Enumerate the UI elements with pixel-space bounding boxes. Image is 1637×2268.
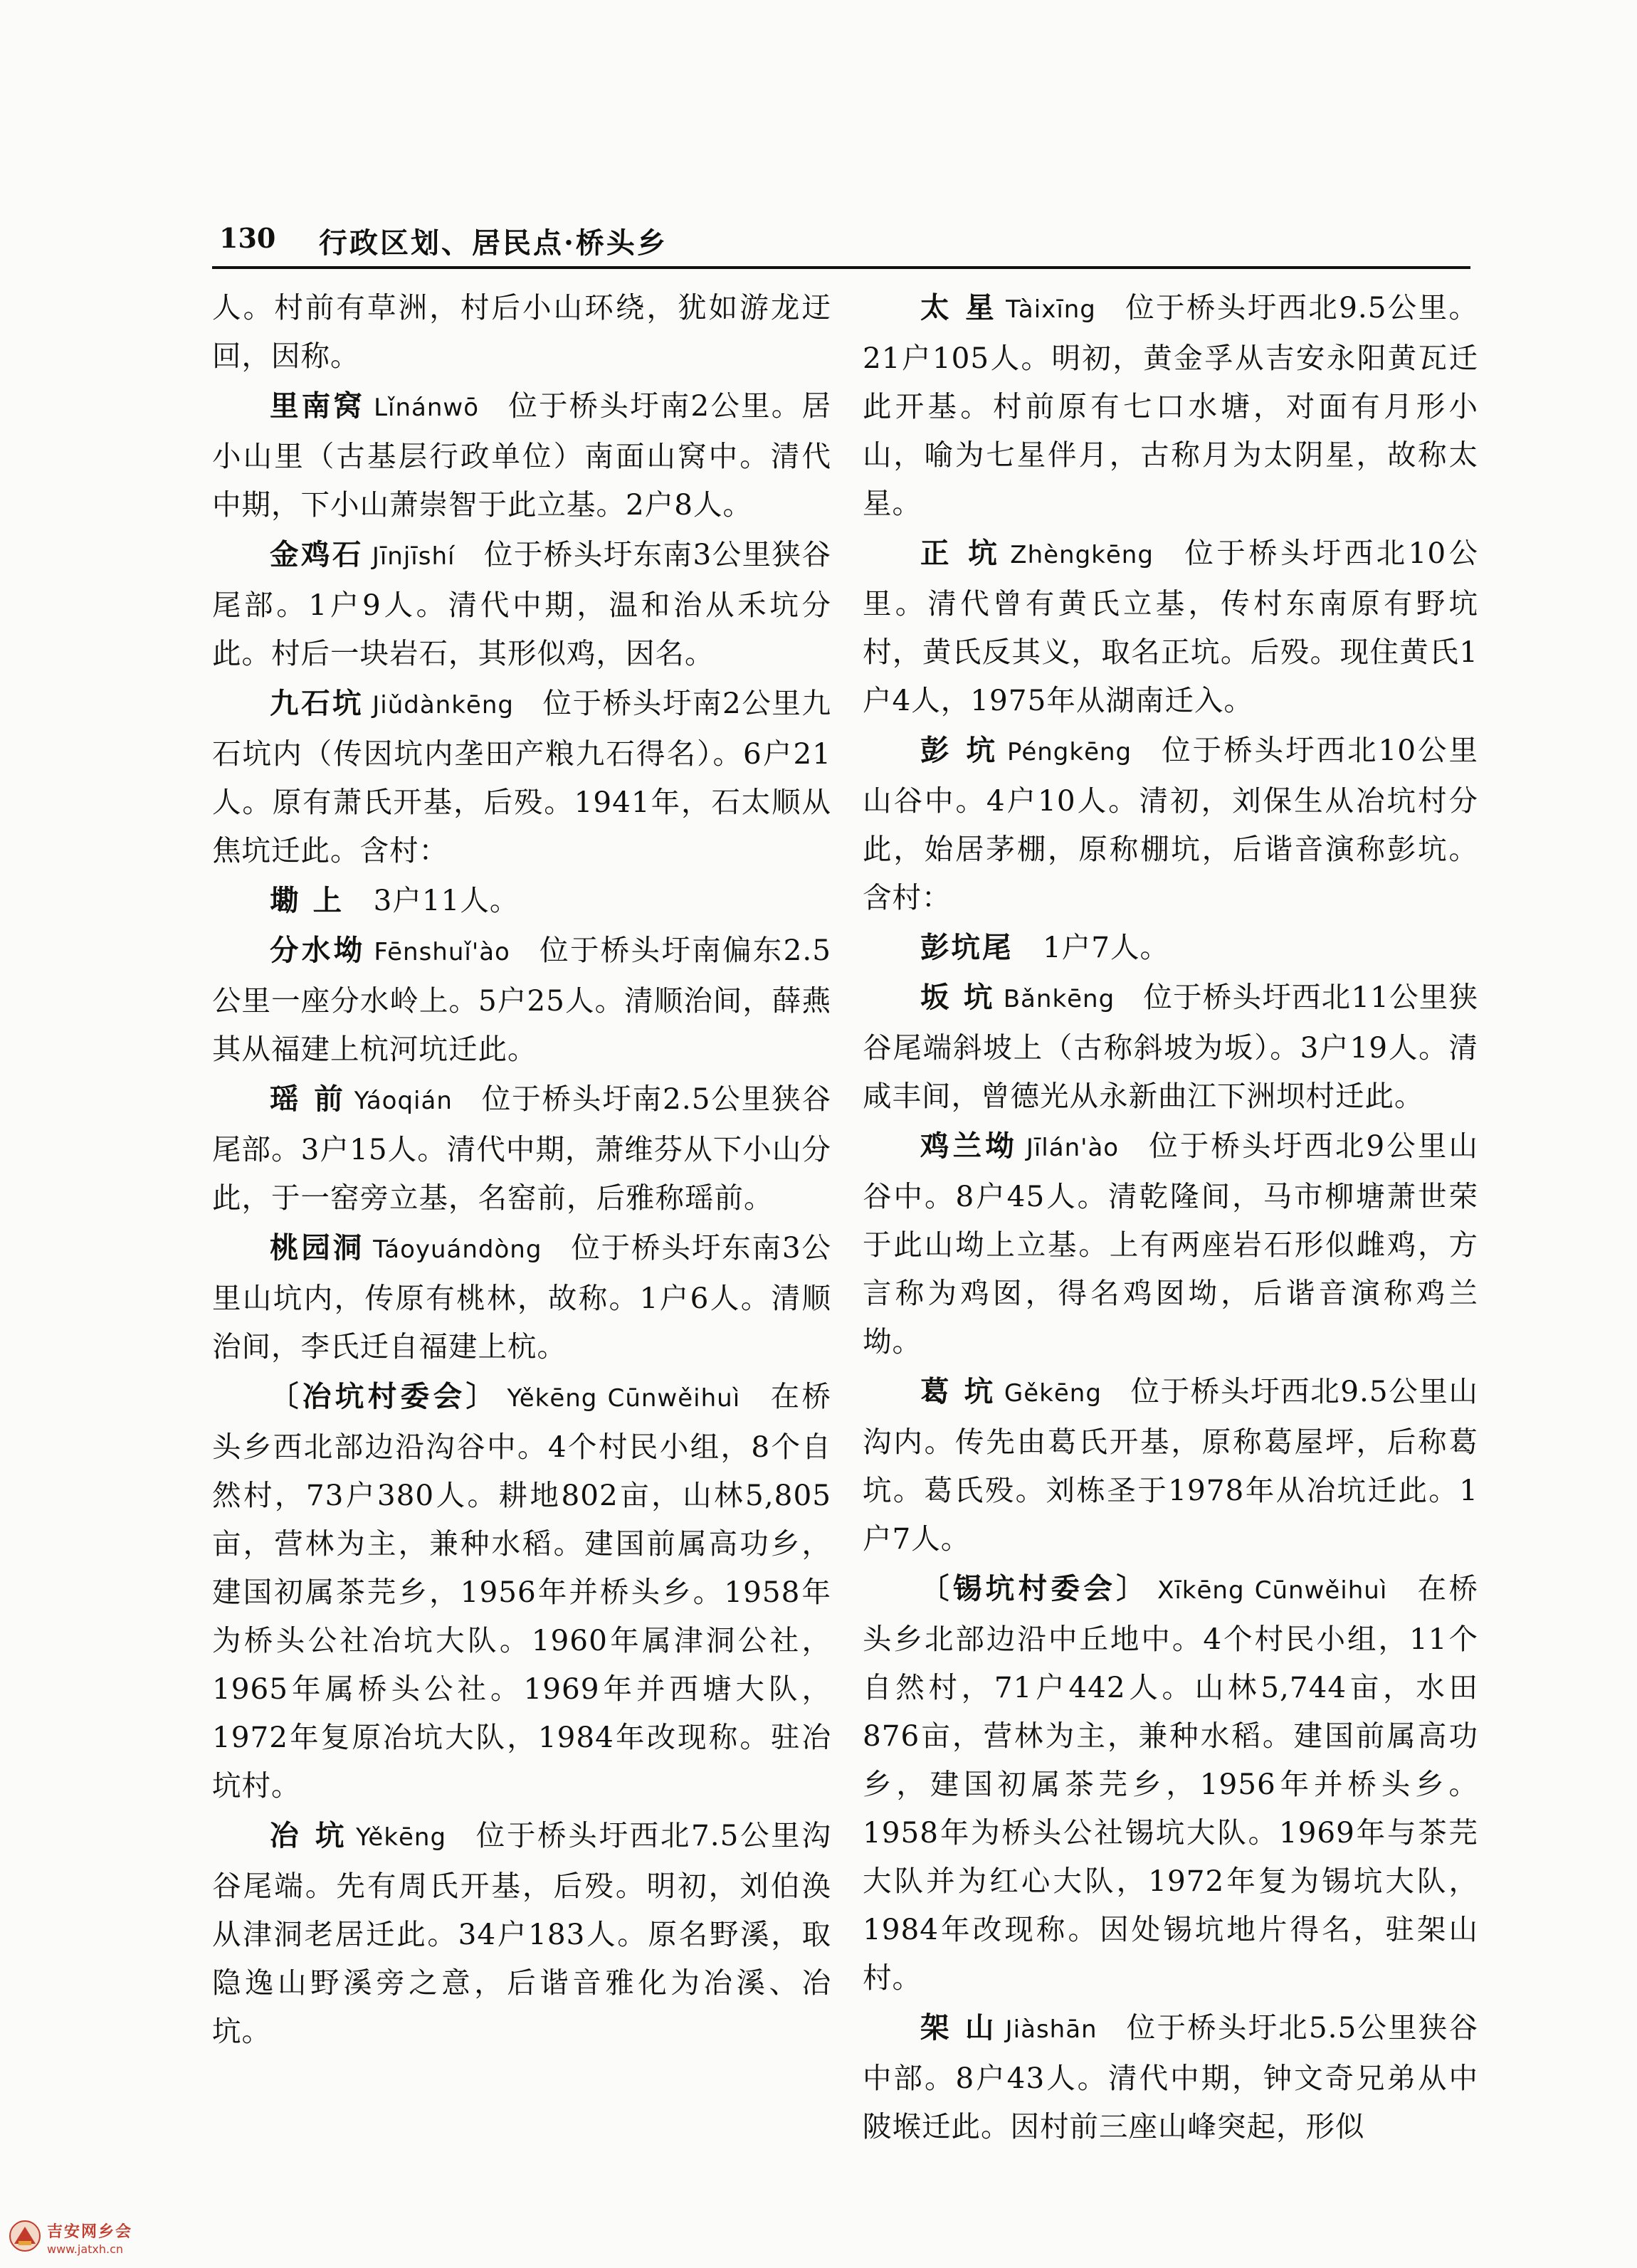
entry-text: 位于桥头圩东南3公里狭谷尾部。1户9人。清代中期，温和治从禾坑分此。村后一块岩石，其形似鸡，因名。 — [212, 537, 831, 670]
entry-pinyin: Jīnjīshí — [372, 542, 456, 571]
entry-text: 3户11人。 — [373, 883, 520, 917]
entry-paragraph — [212, 381, 831, 529]
site-watermark — [7, 2217, 171, 2264]
entry-paragraph — [863, 283, 1478, 527]
entry-pinyin: Xīkēng Cūnwěihuì — [1157, 1576, 1388, 1605]
entry-pinyin: Yěkēng — [356, 1823, 447, 1852]
entry-pinyin: Jīlán'ào — [1026, 1134, 1120, 1162]
entry-paragraph — [212, 926, 831, 1073]
entry-pinyin: Jiàshān — [1005, 2015, 1098, 2044]
entry-headword: 冶 坑 — [270, 1818, 348, 1852]
entry-text: 位于桥头圩西北10公里。清代曾有黄氏立基，传村东南原有野坑村，黄氏反其义，取名正坑。后殁。现住黄氏1户4人，1975年从湖南迁入。 — [863, 536, 1478, 717]
entry-text: 位于桥头圩西北10公里山谷中。4户10人。清初，刘保生从冶坑村分此，始居茅棚，原称棚坑，后谐音演称彭坑。含村： — [863, 733, 1478, 914]
entry-text: 位于桥头圩东南3公里山坑内，传原有桃林，故称。1户6人。清顺治间，李氏迁自福建上杭。 — [212, 1230, 831, 1364]
left-column — [212, 283, 831, 2057]
entry-headword: 九石坑 — [270, 686, 364, 720]
entry-pinyin: Gěkēng — [1004, 1379, 1102, 1408]
entry-text: 位于桥头圩南2公里九石坑内（传因坑内垄田产粮九石得名）。6户21人。原有萧氏开基，后殁。1941年，石太顺从焦坑迁此。含村： — [212, 686, 831, 867]
entry-pinyin: Lǐnánwō — [374, 394, 480, 422]
entry-paragraph — [212, 530, 831, 677]
entry-paragraph — [863, 1367, 1478, 1563]
running-title: 行政区划、居民点·桥头乡 — [319, 226, 668, 260]
entry-paragraph — [212, 1372, 831, 1810]
site-name: 吉安网乡会 — [47, 2222, 133, 2241]
entry-pinyin: Zhèngkēng — [1010, 541, 1154, 569]
entry-paragraph — [863, 2003, 1478, 2151]
entry-headword: 坂 坑 — [920, 980, 995, 1014]
entry-headword: 〔冶坑村委会〕 — [270, 1379, 499, 1413]
entry-pinyin: Tàixīng — [1006, 295, 1096, 324]
entry-paragraph — [863, 1122, 1478, 1366]
entry-headword: 太 星 — [920, 290, 998, 325]
entry-headword: 桃园洞 — [270, 1230, 365, 1265]
entry-text: 位于桥头圩西北7.5公里沟谷尾端。先有周氏开基，后殁。明初，刘伯涣从津洞老居迁此。34户183人。原名野溪，取隐逸山野溪旁之意，后谐音雅化为冶溪、冶坑。 — [212, 1818, 831, 2048]
entry-headword: 彭 坑 — [920, 733, 999, 767]
entry-paragraph — [212, 1811, 831, 2055]
entry-pinyin: Jiǔdànkēng — [372, 691, 514, 719]
entry-headword: 瑶 前 — [270, 1082, 346, 1116]
site-url: www.jatxh.cn — [47, 2242, 124, 2256]
entry-paragraph — [863, 973, 1478, 1120]
entry-headword: 彭坑尾 — [920, 930, 1014, 964]
entry-headword: 葛 坑 — [920, 1374, 996, 1408]
entry-pinyin: Bǎnkēng — [1003, 985, 1115, 1013]
entry-headword: 墈 上 — [270, 883, 344, 917]
entry-text: 位于桥头圩西北11公里狭谷尾端斜坡上（古称斜坡为坂）。3户19人。清咸丰间，曾德光从永新曲江下洲坝村迁此。 — [863, 980, 1478, 1113]
entry-text: 位于桥头圩南2公里。居小山里（古基层行政单位）南面山窝中。清代中期，下小山萧崇智于此立基。2户8人。 — [212, 389, 831, 522]
entry-paragraph — [212, 1223, 831, 1371]
entry-text: 位于桥头圩西北9公里山谷中。8户45人。清乾隆间，马市柳塘萧世荣于此山坳上立基。上有两座岩石形似雌鸡，方言称为鸡囡，得名鸡囡坳，后谐音演称鸡兰坳。 — [863, 1129, 1478, 1359]
entry-text: 在桥头乡北部边沿中丘地中。4个村民小组，11个自然村，71户442人。山林5,744亩，水田876亩，营林为主，兼种水稻。建国前属高功乡，建国初属茶芫乡，1956年并桥头乡。1958年为桥头公社锡坑大队。1969年与茶芫大队并为红心大队，1972年复为锡坑大队，1984年改现称。因处锡坑地片得名，驻架山村。 — [863, 1571, 1479, 1995]
entry-paragraph — [212, 1075, 831, 1222]
entry-pinyin: Táoyuándòng — [373, 1235, 542, 1264]
right-column — [863, 283, 1478, 2152]
entry-text: 位于桥头圩南偏东2.5公里一座分水岭上。5户25人。清顺治间，薛燕其从福建上杭河坑迁此。 — [212, 933, 831, 1066]
entry-text: 1户7人。 — [1043, 930, 1170, 964]
entry-paragraph — [863, 529, 1478, 724]
entry-headword: 金鸡石 — [270, 537, 364, 571]
entry-text: 位于桥头圩西北9.5公里山沟内。传先由葛氏开基，原称葛屋坪，后称葛坑。葛氏殁。刘栋圣于1978年从冶坑迁此。1户7人。 — [863, 1374, 1478, 1556]
entry-headword: 正 坑 — [920, 536, 1002, 570]
entry-paragraph — [863, 1564, 1478, 2002]
page-number: 130 — [219, 222, 276, 254]
site-logo-icon — [9, 2220, 41, 2252]
entry-paragraph — [212, 876, 831, 924]
entry-headword: 分水坳 — [270, 933, 366, 967]
entry-pinyin: Yěkēng Cūnwěihuì — [507, 1384, 741, 1413]
entry-headword: 〔锡坑村委会〕 — [920, 1571, 1149, 1605]
entry-pinyin: Péngkēng — [1007, 738, 1132, 766]
entry-pinyin: Fēnshuǐ'ào — [374, 938, 510, 966]
entry-paragraph — [212, 283, 831, 380]
entry-headword: 里南窝 — [270, 389, 366, 423]
entry-text: 位于桥头圩北5.5公里狭谷中部。8户43人。清代中期，钟文奇兄弟从中陂堠迁此。因村前三座山峰突起，形似 — [863, 2010, 1478, 2143]
entry-paragraph — [212, 679, 831, 875]
entry-text: 人。村前有草洲，村后小山环绕，犹如游龙迂回，因称。 — [212, 290, 831, 373]
entry-text: 位于桥头圩南2.5公里狭谷尾部。3户15人。清代中期，萧维芬从下小山分此，于一窑旁立基，名窑前，后雅称瑶前。 — [212, 1082, 831, 1215]
page-header — [212, 213, 1470, 269]
entry-text: 在桥头乡西北部边沿沟谷中。4个村民小组，8个自然村，73户380人。耕地802亩，山林5,805亩，营林为主，兼种水稻。建国前属高功乡，建国初属茶芫乡，1956年并桥头乡。1958年为桥头公社冶坑大队。1960年属津洞公社，1965年属桥头公社。1969年并西塘大队，1972年复原冶坑大队，1984年改现称。驻冶坑村。 — [212, 1379, 831, 1803]
entry-paragraph — [863, 726, 1478, 922]
entry-headword: 鸡兰坳 — [920, 1129, 1018, 1163]
entry-headword: 架 山 — [920, 2010, 997, 2045]
entry-text: 位于桥头圩西北9.5公里。21户105人。明初，黄金孚从吉安永阳黄瓦迁此开基。村前原有七口水塘，对面有月形小山，喻为七星伴月，古称月为太阴星，故称太星。 — [863, 290, 1478, 520]
entry-pinyin: Yáoqián — [354, 1087, 453, 1115]
entry-paragraph — [863, 923, 1478, 971]
